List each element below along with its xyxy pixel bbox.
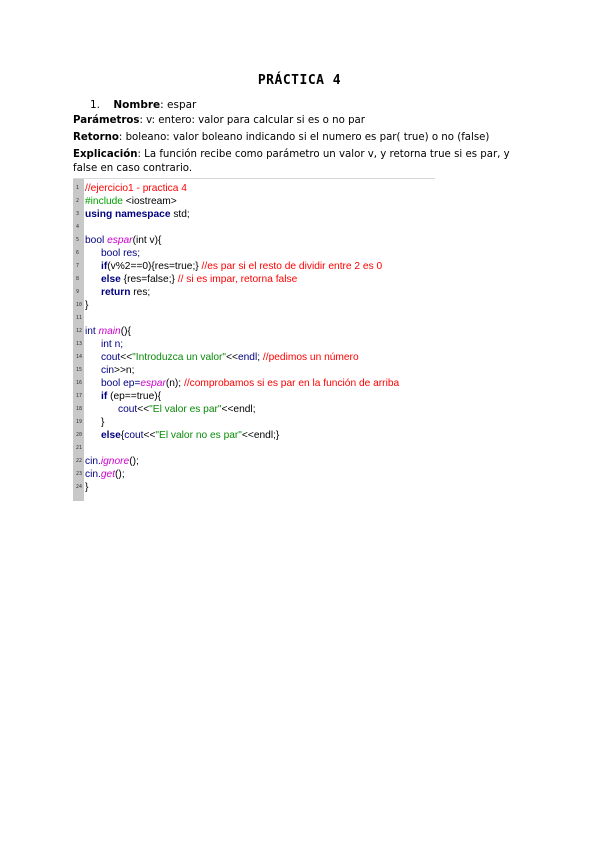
code-string: "Introduzca un valor" [132,352,227,363]
code-text: std; [170,209,190,220]
parametros-paragraph [73,114,523,128]
code-text: { [120,430,125,441]
line-number: 21 [76,445,83,451]
code-text: (ep==true){ [107,391,162,402]
code-function-name: main [98,326,121,337]
code-line [85,208,190,221]
code-text: (int v){ [132,235,162,246]
code-text: int n; [101,339,124,350]
line-number: 9 [76,289,80,295]
code-text: <<endl;} [241,430,280,441]
code-text: } [101,417,105,428]
code-keyword: else [101,274,124,285]
line-number: 12 [76,328,83,334]
nombre-label: Nombre [113,99,161,111]
code-text: << [120,352,133,363]
retorno-text: : boleano: valor boleano indicando si el numero es par( true) o no (false) [118,132,490,143]
line-number: 2 [76,198,80,204]
code-line [101,429,279,442]
line-number: 14 [76,354,83,360]
code-text: } [85,482,89,493]
code-comment: //pedimos un número [262,352,359,363]
retorno-paragraph [73,131,523,145]
retorno-label: Retorno [73,132,119,143]
code-line [101,390,161,403]
code-line [101,286,150,299]
line-number: 18 [76,406,83,412]
line-number: 15 [76,367,83,373]
code-function-name: ignore [100,456,130,467]
code-keyword: return [101,287,131,298]
code-text: bool ep= [101,378,141,389]
line-number: 11 [76,315,83,321]
line-number: 22 [76,458,83,464]
code-line [85,455,139,468]
code-identifier: cin [101,365,115,376]
list-item-nombre [90,99,196,111]
line-number: 20 [76,432,83,438]
code-text: (){ [120,326,131,337]
line-number: 24 [76,484,83,490]
line-number: 4 [76,224,80,230]
line-number: 3 [76,211,80,217]
code-identifier: cin. [85,456,101,467]
code-preprocessor: #include [85,196,123,207]
code-line [101,273,297,286]
code-line [85,299,88,312]
code-text: {res=false;} [123,274,178,285]
code-line [101,338,123,351]
code-line [118,403,256,416]
code-line [101,364,134,377]
code-line [85,195,177,208]
code-string: "El valor es par" [149,404,222,415]
code-line [101,247,140,260]
parametros-text: : v: entero: valor para calcular si es o no par [139,115,365,126]
code-line [101,377,399,390]
line-number: 7 [76,263,80,269]
code-identifier: endl [237,352,258,363]
code-keyword: if [101,391,108,402]
code-type: bool [85,235,108,246]
line-number: 8 [76,276,80,282]
code-function-name: espar [140,378,166,389]
code-function-name: espar [107,235,133,246]
code-identifier: cin. [85,469,101,480]
code-line [85,234,161,247]
page-title: PRÁCTICA 4 [257,73,342,88]
code-keyword: if [101,261,108,272]
code-line [85,182,187,195]
code-keyword: else [101,430,121,441]
code-comment: //comprobamos si es par en la función de arriba [183,378,400,389]
code-text: res; [130,287,151,298]
code-line [101,351,359,364]
line-number: 1 [76,185,80,191]
code-text: <<endl; [221,404,256,415]
code-text: (); [115,469,125,480]
line-number: 13 [76,341,83,347]
code-text: >>n; [114,365,135,376]
explicacion-label: Explicación [73,149,138,160]
parametros-label: Parámetros [73,115,140,126]
code-type: int [85,326,99,337]
code-line [85,468,125,481]
line-number-gutter [73,179,84,501]
line-number: 19 [76,419,83,425]
code-screenshot [73,178,435,501]
code-text: << [226,352,238,363]
line-number: 23 [76,471,83,477]
list-number: 1. [90,99,101,111]
nombre-value: : espar [160,99,197,111]
code-text: <iostream> [122,196,177,207]
code-text: (v%2==0){res=true;} [107,261,202,272]
code-comment: //es par si el resto de dividir entre 2 es 0 [201,261,383,272]
code-identifier: cout [101,352,121,363]
code-keyword: using namespace [85,209,171,220]
code-text: (); [129,456,139,467]
code-line [101,260,382,273]
code-text: bool res; [101,248,141,259]
code-comment: //ejercicio1 - practica 4 [85,183,187,194]
explicacion-text: : La función recibe como parámetro un valor v, y retorna true si es par, y false en caso contrario. [73,149,510,174]
code-identifier: cout [118,404,138,415]
line-number: 16 [76,380,83,386]
code-comment: // si es impar, retorna false [177,274,298,285]
code-function-name: get [100,469,116,480]
explicacion-paragraph [73,148,523,176]
line-number: 17 [76,393,83,399]
code-line [85,481,88,494]
code-text: } [85,300,89,311]
code-text: ; [257,352,263,363]
code-line [85,325,131,338]
code-identifier: cout [124,430,144,441]
code-text: << [143,430,156,441]
code-line [101,416,104,429]
code-text: (n); [165,378,184,389]
line-number: 5 [76,237,80,243]
code-text: << [137,404,150,415]
line-number: 10 [76,302,83,308]
line-number: 6 [76,250,80,256]
code-string: "El valor no es par" [155,430,242,441]
